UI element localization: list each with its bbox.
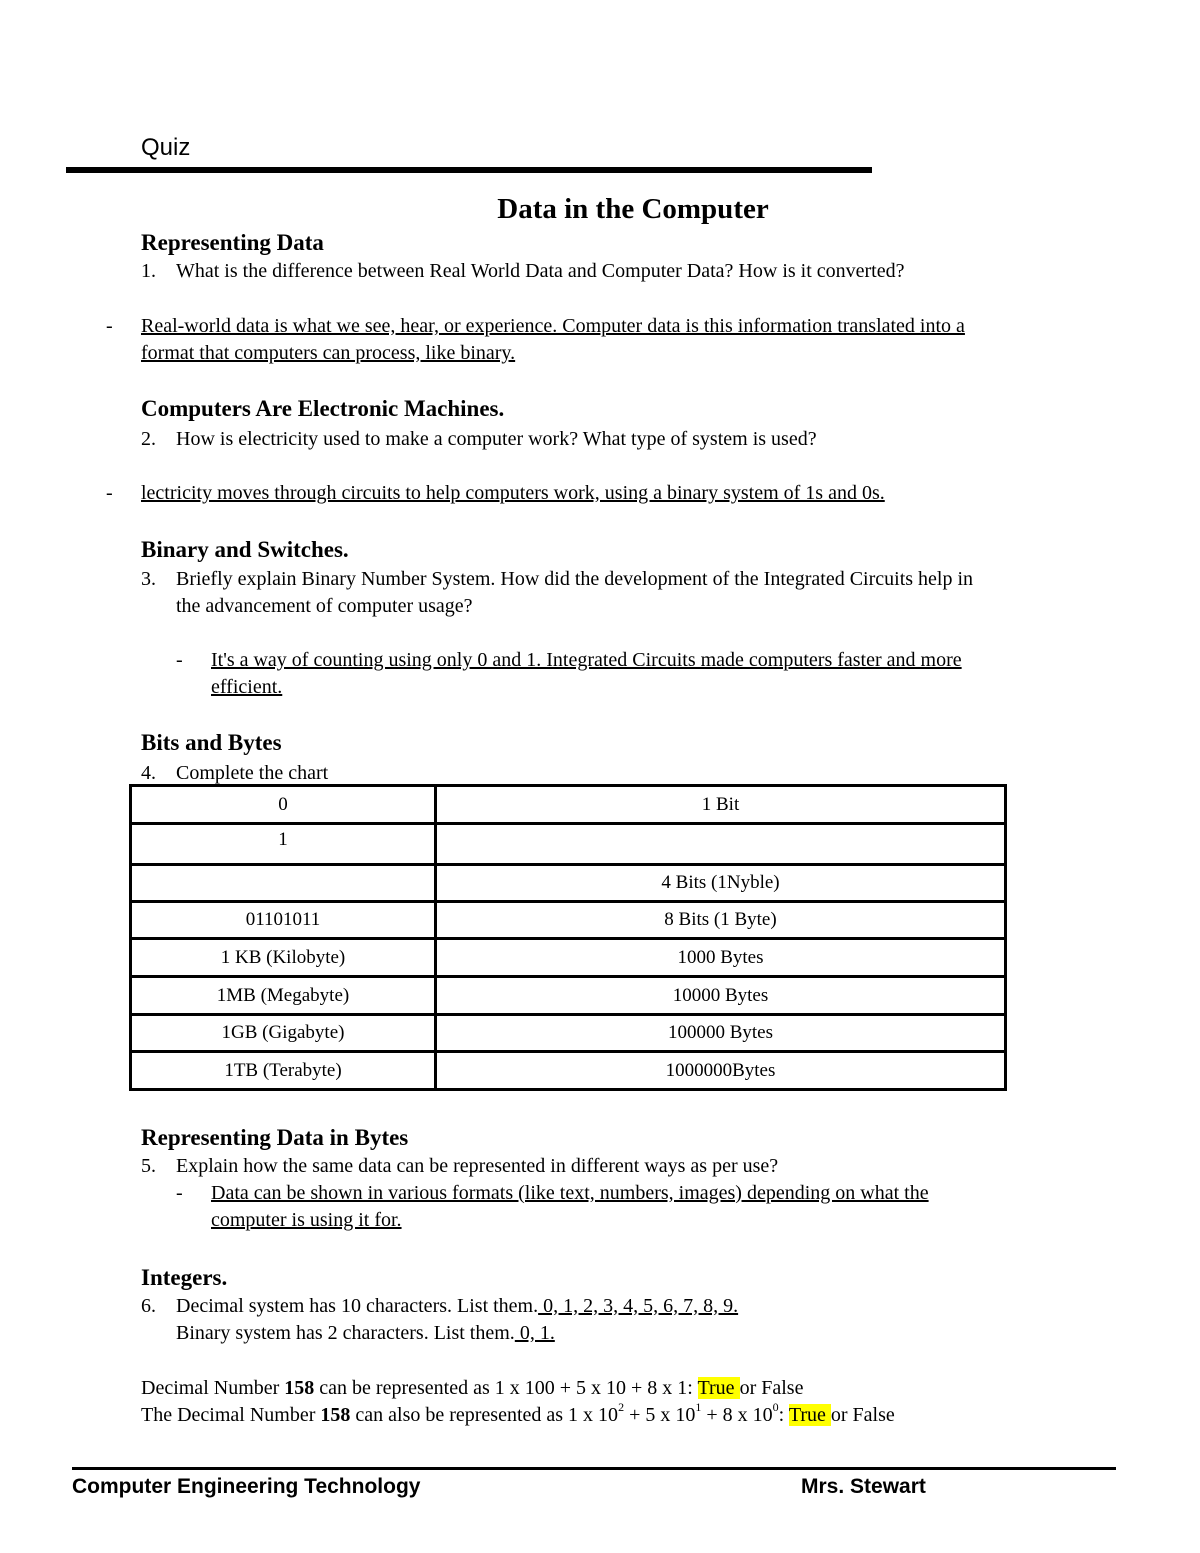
table-cell: 100000 Bytes — [436, 1015, 1006, 1052]
section-heading-bits-bytes: Bits and Bytes — [141, 730, 282, 755]
table-cell: 1000 Bytes — [436, 939, 1006, 977]
table-cell: 1 Bit — [436, 786, 1006, 824]
answer-5 — [176, 1180, 1126, 1234]
bits-bytes-chart — [129, 784, 1007, 1091]
table-row — [131, 939, 1006, 977]
true-false-statement-2 — [141, 1402, 1141, 1429]
true-answer-highlight: True — [788, 1404, 831, 1426]
table-row — [131, 902, 1006, 939]
statement-number: 158 — [284, 1377, 315, 1399]
question-text: Complete the chart — [176, 762, 329, 784]
question-1 — [141, 258, 1141, 285]
answer-text-line2: efficient. — [211, 676, 283, 698]
question-number: 4. — [141, 762, 156, 784]
answer-text-line2: computer is using it for. — [211, 1209, 402, 1231]
table-cell: 1TB (Terabyte) — [131, 1052, 436, 1090]
exponent: 1 — [695, 1400, 702, 1415]
table-cell: 1MB (Megabyte) — [131, 977, 436, 1015]
statement-text: : — [778, 1404, 789, 1426]
answer-dash: - — [176, 649, 183, 671]
answer-text: lectricity moves through circuits to help computers work, using a binary system of 1s and 0s. — [141, 482, 885, 504]
table-cell: 01101011 — [131, 902, 436, 939]
question-2 — [141, 426, 1141, 453]
true-answer-highlight: True — [697, 1377, 740, 1399]
page-title: Data in the Computer — [497, 193, 769, 225]
false-option: or False — [739, 1377, 804, 1399]
answer-dash: - — [176, 1182, 183, 1204]
true-false-statement-1 — [141, 1375, 1141, 1402]
answer-text-line1: Data can be shown in various formats (like text, numbers, images) depending on what the — [211, 1182, 929, 1204]
table-cell: 8 Bits (1 Byte) — [436, 902, 1006, 939]
section-heading-electronic-machines: Computers Are Electronic Machines. — [141, 396, 505, 421]
question-5 — [141, 1153, 1141, 1180]
statement-text: The Decimal Number — [141, 1404, 321, 1426]
answer-dash: - — [106, 315, 113, 337]
table-cell — [131, 865, 436, 902]
section-heading-representing-data: Representing Data — [141, 230, 324, 255]
table-cell — [436, 824, 1006, 865]
statement-number: 158 — [320, 1404, 351, 1426]
question-number: 6. — [141, 1295, 156, 1317]
decimal-characters-line — [176, 1293, 1141, 1320]
table-row — [131, 824, 1006, 865]
footer-teacher: Mrs. Stewart — [801, 1475, 926, 1498]
section-heading-integers: Integers. — [141, 1265, 228, 1290]
question-number: 1. — [141, 260, 156, 282]
question-6 — [141, 1293, 1141, 1347]
answer-dash: - — [106, 482, 113, 504]
answer-text-line1: Real-world data is what we see, hear, or experience. Computer data is this information translated into a — [141, 315, 965, 337]
answer-1 — [106, 313, 1126, 373]
statement-text: + 8 x 10 — [701, 1404, 773, 1426]
section-heading-binary-switches: Binary and Switches. — [141, 537, 349, 562]
statement-text: can also be represented as 1 x 10 — [350, 1404, 619, 1426]
answer-text: 0, 1. — [514, 1322, 555, 1344]
table-row — [131, 786, 1006, 824]
question-3 — [141, 566, 1141, 620]
answer-3 — [176, 647, 1126, 701]
question-4 — [141, 760, 1141, 787]
table-cell: 1 KB (Kilobyte) — [131, 939, 436, 977]
question-text: Binary system has 2 characters. List them. — [176, 1322, 515, 1344]
table-cell: 1 — [131, 824, 436, 865]
footer-course: Computer Engineering Technology — [72, 1475, 421, 1498]
statement-text: + 5 x 10 — [624, 1404, 696, 1426]
quiz-label: Quiz — [141, 134, 191, 161]
exponent: 2 — [618, 1400, 625, 1415]
table-row — [131, 977, 1006, 1015]
question-text: How is electricity used to make a computer work? What type of system is used? — [176, 428, 817, 450]
header-rule — [66, 167, 872, 173]
answer-text: 0, 1, 2, 3, 4, 5, 6, 7, 8, 9. — [538, 1295, 739, 1317]
table-cell: 4 Bits (1Nyble) — [436, 865, 1006, 902]
table-cell: 1GB (Gigabyte) — [131, 1015, 436, 1052]
exponent: 0 — [772, 1400, 779, 1415]
question-text-line1: Briefly explain Binary Number System. How did the development of the Integrated Circuits help in — [176, 568, 974, 590]
question-text: What is the difference between Real World Data and Computer Data? How is it converted? — [176, 260, 905, 282]
table-cell: 0 — [131, 786, 436, 824]
table-row — [131, 1052, 1006, 1090]
answer-text-line2: format that computers can process, like binary. — [141, 342, 516, 364]
answer-2 — [106, 480, 1126, 507]
question-text: Decimal system has 10 characters. List them. — [176, 1295, 539, 1317]
statement-text: Decimal Number — [141, 1377, 285, 1399]
table-row — [131, 865, 1006, 902]
question-text: Explain how the same data can be represented in different ways as per use? — [176, 1155, 779, 1177]
false-option: or False — [830, 1404, 895, 1426]
footer-rule — [72, 1467, 1116, 1470]
answer-text-line1: It's a way of counting using only 0 and 1. Integrated Circuits made computers faster and more — [211, 649, 962, 671]
table-cell: 10000 Bytes — [436, 977, 1006, 1015]
table-cell: 1000000Bytes — [436, 1052, 1006, 1090]
section-heading-representing-data-bytes: Representing Data in Bytes — [141, 1125, 409, 1150]
statement-text: can be represented as 1 x 100 + 5 x 10 + 8 x 1: — [314, 1377, 698, 1399]
table-row — [131, 1015, 1006, 1052]
question-number: 3. — [141, 568, 156, 590]
binary-characters-line — [176, 1320, 1141, 1347]
question-number: 2. — [141, 428, 156, 450]
question-number: 5. — [141, 1155, 156, 1177]
question-text-line2: the advancement of computer usage? — [176, 595, 473, 617]
